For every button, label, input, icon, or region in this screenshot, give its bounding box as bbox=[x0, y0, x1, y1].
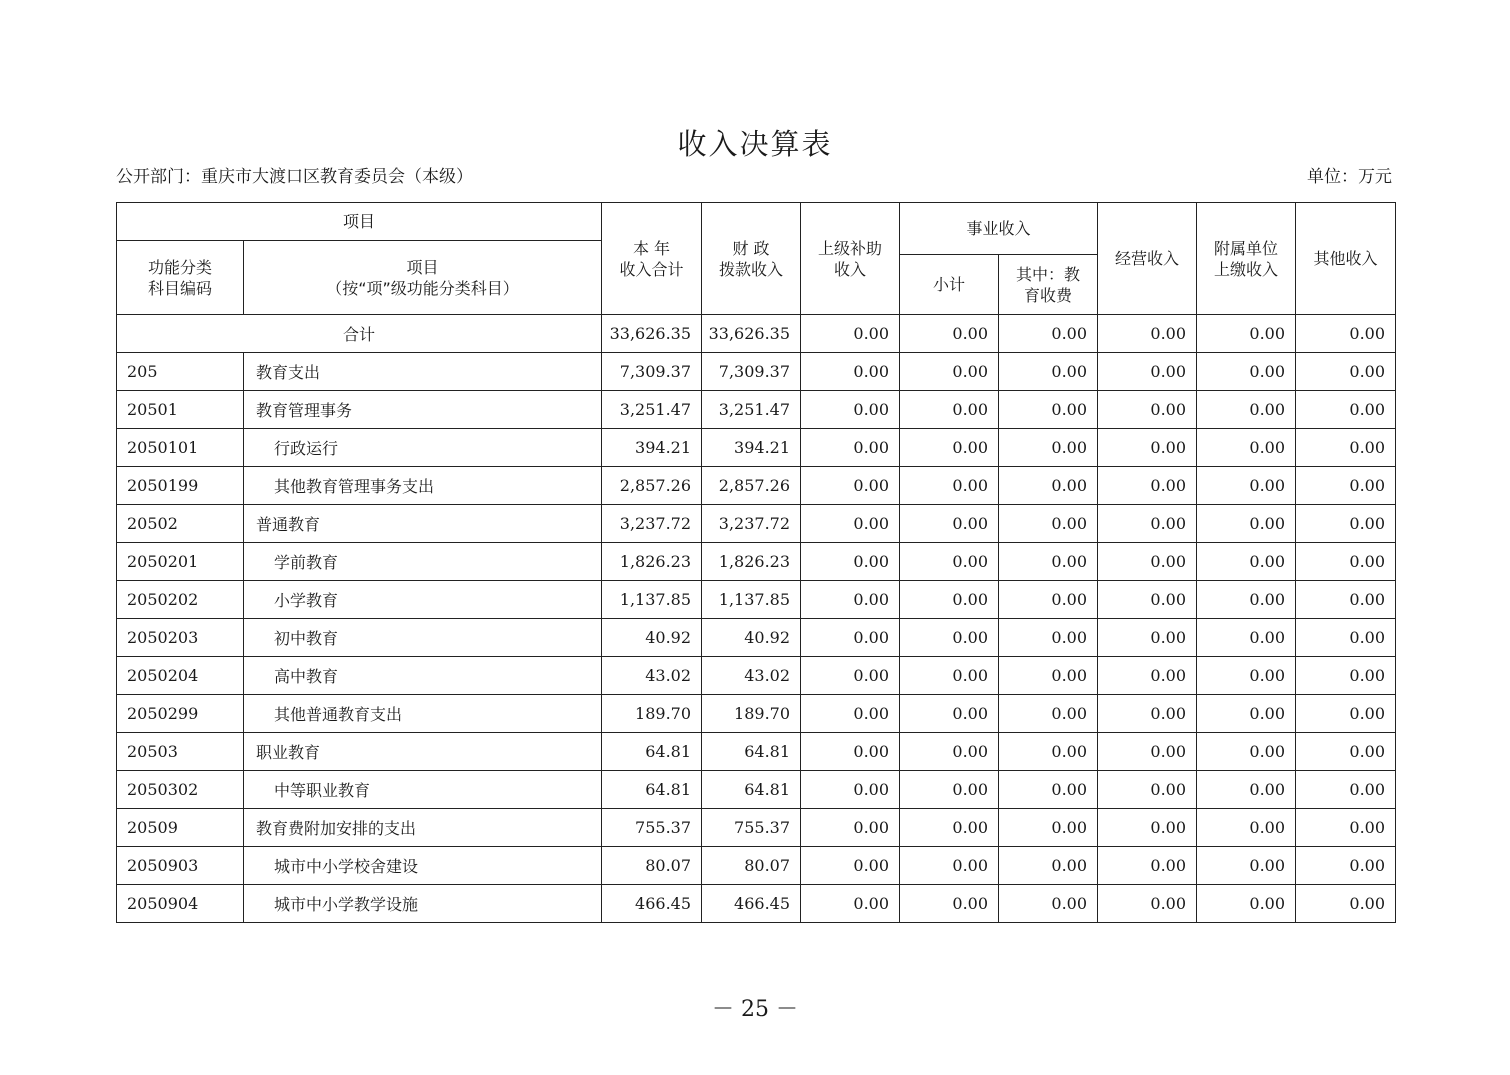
row-value: 0.00 bbox=[801, 543, 900, 581]
row-name: 教育支出 bbox=[244, 353, 602, 391]
row-value: 0.00 bbox=[900, 847, 999, 885]
row-value: 0.00 bbox=[900, 885, 999, 923]
row-value: 0.00 bbox=[1197, 505, 1296, 543]
header-business: 事业收入 bbox=[900, 203, 1098, 255]
row-value: 0.00 bbox=[1197, 619, 1296, 657]
row-value: 2,857.26 bbox=[702, 467, 801, 505]
row-value: 0.00 bbox=[1197, 581, 1296, 619]
page-number: － 25 － bbox=[712, 997, 798, 1022]
row-value: 0.00 bbox=[999, 619, 1098, 657]
row-value: 0.00 bbox=[999, 695, 1098, 733]
row-code: 2050299 bbox=[117, 695, 244, 733]
row-value: 0.00 bbox=[999, 771, 1098, 809]
table-row bbox=[117, 809, 1396, 847]
row-code: 205 bbox=[117, 353, 244, 391]
unit-label: 单位：万元 bbox=[1307, 167, 1392, 187]
header-other: 其他收入 bbox=[1296, 203, 1396, 315]
row-value: 0.00 bbox=[1296, 619, 1396, 657]
table-row bbox=[117, 429, 1396, 467]
row-value: 3,251.47 bbox=[702, 391, 801, 429]
header-total bbox=[602, 203, 702, 315]
row-name: 高中教育 bbox=[244, 657, 602, 695]
header-affiliated-line1: 附属单位 bbox=[1214, 238, 1279, 258]
row-name: 普通教育 bbox=[244, 505, 602, 543]
header-edu-fee-line2: 育收费 bbox=[1024, 285, 1073, 305]
table-row bbox=[117, 657, 1396, 695]
row-value: 1,137.85 bbox=[702, 581, 801, 619]
row-value: 43.02 bbox=[602, 657, 702, 695]
row-name: 城市中小学校舍建设 bbox=[244, 847, 602, 885]
row-value: 189.70 bbox=[702, 695, 801, 733]
row-value: 0.00 bbox=[1197, 771, 1296, 809]
row-value: 0.00 bbox=[1296, 543, 1396, 581]
row-value: 0.00 bbox=[1296, 771, 1396, 809]
row-value: 0.00 bbox=[1098, 885, 1197, 923]
table-body bbox=[117, 315, 1396, 923]
row-name: 行政运行 bbox=[244, 429, 602, 467]
row-value: 394.21 bbox=[702, 429, 801, 467]
header-operating: 经营收入 bbox=[1098, 203, 1197, 315]
row-value: 0.00 bbox=[1296, 733, 1396, 771]
header-project-name bbox=[244, 241, 602, 315]
row-value: 0.00 bbox=[1098, 771, 1197, 809]
row-value: 0.00 bbox=[1197, 391, 1296, 429]
row-value: 0.00 bbox=[801, 429, 900, 467]
row-value: 0.00 bbox=[900, 771, 999, 809]
row-value: 0.00 bbox=[1296, 809, 1396, 847]
table-row bbox=[117, 619, 1396, 657]
row-value: 0.00 bbox=[999, 543, 1098, 581]
table-row bbox=[117, 771, 1396, 809]
row-value: 0.00 bbox=[999, 809, 1098, 847]
row-value: 0.00 bbox=[900, 657, 999, 695]
header-edu-fee-line1: 其中：教 bbox=[1016, 264, 1081, 284]
header-project: 项目 bbox=[117, 203, 602, 241]
row-value: 0.00 bbox=[801, 467, 900, 505]
row-value: 0.00 bbox=[1197, 847, 1296, 885]
header-fiscal-line1: 财 政 bbox=[732, 238, 770, 258]
row-value: 0.00 bbox=[1197, 885, 1296, 923]
row-value: 0.00 bbox=[1098, 581, 1197, 619]
row-value: 189.70 bbox=[602, 695, 702, 733]
header-affiliated-line2: 上缴收入 bbox=[1214, 259, 1279, 279]
row-value: 3,251.47 bbox=[602, 391, 702, 429]
row-name: 中等职业教育 bbox=[244, 771, 602, 809]
row-code: 2050204 bbox=[117, 657, 244, 695]
header-func-code bbox=[117, 241, 244, 315]
row-value: 0.00 bbox=[1296, 847, 1396, 885]
row-value: 0.00 bbox=[801, 619, 900, 657]
row-value: 0.00 bbox=[1197, 809, 1296, 847]
row-value: 0.00 bbox=[999, 467, 1098, 505]
row-value: 0.00 bbox=[1296, 695, 1396, 733]
row-value: 0.00 bbox=[1197, 657, 1296, 695]
header-subtotal: 小计 bbox=[900, 255, 999, 315]
row-name: 职业教育 bbox=[244, 733, 602, 771]
page-title: 收入决算表 bbox=[677, 127, 833, 161]
row-name: 教育管理事务 bbox=[244, 391, 602, 429]
row-value: 7,309.37 bbox=[602, 353, 702, 391]
row-value: 0.00 bbox=[999, 847, 1098, 885]
row-value: 0.00 bbox=[900, 581, 999, 619]
row-value: 0.00 bbox=[1197, 353, 1296, 391]
row-value: 755.37 bbox=[602, 809, 702, 847]
row-value: 0.00 bbox=[801, 847, 900, 885]
row-value: 0.00 bbox=[900, 505, 999, 543]
row-value: 0.00 bbox=[1098, 429, 1197, 467]
row-value: 1,826.23 bbox=[602, 543, 702, 581]
row-value: 0.00 bbox=[999, 353, 1098, 391]
row-name: 学前教育 bbox=[244, 543, 602, 581]
header-func-code-line2: 科目编码 bbox=[147, 278, 212, 298]
header-superior-line1: 上级补助 bbox=[818, 238, 883, 258]
row-value: 0.00 bbox=[900, 391, 999, 429]
row-value: 2,857.26 bbox=[602, 467, 702, 505]
row-code: 2050201 bbox=[117, 543, 244, 581]
total-cell: 0.00 bbox=[1296, 315, 1396, 353]
row-value: 40.92 bbox=[702, 619, 801, 657]
table-row bbox=[117, 543, 1396, 581]
row-value: 466.45 bbox=[602, 885, 702, 923]
row-value: 0.00 bbox=[999, 885, 1098, 923]
header-affiliated bbox=[1197, 203, 1296, 315]
row-value: 0.00 bbox=[1296, 353, 1396, 391]
row-value: 0.00 bbox=[801, 657, 900, 695]
row-value: 0.00 bbox=[999, 429, 1098, 467]
row-value: 0.00 bbox=[900, 467, 999, 505]
row-name: 其他教育管理事务支出 bbox=[244, 467, 602, 505]
row-code: 2050202 bbox=[117, 581, 244, 619]
row-value: 0.00 bbox=[801, 809, 900, 847]
department-label: 公开部门：重庆市大渡口区教育委员会（本级） bbox=[116, 167, 473, 187]
table-row bbox=[117, 733, 1396, 771]
row-value: 0.00 bbox=[801, 353, 900, 391]
row-value: 0.00 bbox=[1296, 581, 1396, 619]
row-name: 小学教育 bbox=[244, 581, 602, 619]
header-fiscal bbox=[702, 203, 801, 315]
total-cell: 0.00 bbox=[1098, 315, 1197, 353]
header-project-name-line2: （按“项”级功能分类科目） bbox=[326, 278, 519, 298]
total-cell: 0.00 bbox=[801, 315, 900, 353]
row-value: 0.00 bbox=[801, 733, 900, 771]
row-value: 394.21 bbox=[602, 429, 702, 467]
row-value: 0.00 bbox=[1197, 467, 1296, 505]
row-value: 0.00 bbox=[1098, 391, 1197, 429]
row-value: 0.00 bbox=[801, 581, 900, 619]
row-value: 0.00 bbox=[801, 771, 900, 809]
row-value: 0.00 bbox=[999, 505, 1098, 543]
row-value: 0.00 bbox=[1296, 505, 1396, 543]
row-code: 2050302 bbox=[117, 771, 244, 809]
row-value: 0.00 bbox=[1098, 619, 1197, 657]
row-value: 0.00 bbox=[1197, 695, 1296, 733]
income-table bbox=[116, 202, 1396, 923]
table-row bbox=[117, 353, 1396, 391]
row-value: 0.00 bbox=[999, 733, 1098, 771]
table-row bbox=[117, 581, 1396, 619]
row-value: 466.45 bbox=[702, 885, 801, 923]
row-value: 80.07 bbox=[702, 847, 801, 885]
row-value: 0.00 bbox=[900, 429, 999, 467]
total-cell: 0.00 bbox=[999, 315, 1098, 353]
row-value: 0.00 bbox=[900, 809, 999, 847]
table-row bbox=[117, 847, 1396, 885]
row-value: 0.00 bbox=[900, 543, 999, 581]
row-value: 0.00 bbox=[1098, 353, 1197, 391]
table-row bbox=[117, 885, 1396, 923]
row-value: 0.00 bbox=[900, 695, 999, 733]
row-value: 0.00 bbox=[801, 505, 900, 543]
row-value: 0.00 bbox=[1197, 543, 1296, 581]
row-value: 64.81 bbox=[702, 733, 801, 771]
row-value: 0.00 bbox=[900, 733, 999, 771]
table-row bbox=[117, 391, 1396, 429]
row-name: 初中教育 bbox=[244, 619, 602, 657]
row-value: 0.00 bbox=[1098, 657, 1197, 695]
row-code: 20501 bbox=[117, 391, 244, 429]
row-value: 0.00 bbox=[1098, 467, 1197, 505]
row-code: 2050903 bbox=[117, 847, 244, 885]
row-value: 3,237.72 bbox=[702, 505, 801, 543]
table-row bbox=[117, 467, 1396, 505]
row-value: 0.00 bbox=[1098, 733, 1197, 771]
row-value: 64.81 bbox=[702, 771, 801, 809]
header-edu-fee bbox=[999, 255, 1098, 315]
total-cell: 33,626.35 bbox=[602, 315, 702, 353]
row-value: 0.00 bbox=[999, 657, 1098, 695]
header-superior bbox=[801, 203, 900, 315]
row-value: 64.81 bbox=[602, 771, 702, 809]
total-row bbox=[117, 315, 1396, 353]
row-value: 43.02 bbox=[702, 657, 801, 695]
row-value: 3,237.72 bbox=[602, 505, 702, 543]
row-name: 其他普通教育支出 bbox=[244, 695, 602, 733]
row-name: 教育费附加安排的支出 bbox=[244, 809, 602, 847]
row-value: 0.00 bbox=[999, 391, 1098, 429]
row-value: 0.00 bbox=[801, 391, 900, 429]
total-cell: 33,626.35 bbox=[702, 315, 801, 353]
row-value: 0.00 bbox=[1296, 391, 1396, 429]
row-value: 0.00 bbox=[1098, 847, 1197, 885]
row-value: 0.00 bbox=[1098, 695, 1197, 733]
row-value: 1,137.85 bbox=[602, 581, 702, 619]
row-value: 0.00 bbox=[900, 353, 999, 391]
table-row bbox=[117, 505, 1396, 543]
header-total-line1: 本 年 bbox=[632, 238, 671, 258]
header-superior-line2: 收入 bbox=[834, 259, 867, 279]
row-code: 20509 bbox=[117, 809, 244, 847]
header-project-name-line1: 项目 bbox=[406, 257, 439, 277]
row-value: 80.07 bbox=[602, 847, 702, 885]
row-value: 7,309.37 bbox=[702, 353, 801, 391]
row-value: 0.00 bbox=[1098, 809, 1197, 847]
row-value: 0.00 bbox=[999, 581, 1098, 619]
header-func-code-line1: 功能分类 bbox=[147, 257, 212, 277]
row-code: 2050904 bbox=[117, 885, 244, 923]
row-value: 0.00 bbox=[801, 885, 900, 923]
row-name: 城市中小学教学设施 bbox=[244, 885, 602, 923]
total-cell: 0.00 bbox=[1197, 315, 1296, 353]
row-code: 2050101 bbox=[117, 429, 244, 467]
row-value: 0.00 bbox=[801, 695, 900, 733]
row-value: 40.92 bbox=[602, 619, 702, 657]
row-value: 0.00 bbox=[1098, 543, 1197, 581]
row-value: 0.00 bbox=[1296, 429, 1396, 467]
row-code: 20502 bbox=[117, 505, 244, 543]
table-row bbox=[117, 695, 1396, 733]
row-code: 20503 bbox=[117, 733, 244, 771]
row-value: 0.00 bbox=[1098, 505, 1197, 543]
row-value: 1,826.23 bbox=[702, 543, 801, 581]
row-value: 0.00 bbox=[1197, 429, 1296, 467]
row-value: 0.00 bbox=[1197, 733, 1296, 771]
header-fiscal-line2: 拨款收入 bbox=[719, 259, 784, 279]
total-cell: 0.00 bbox=[900, 315, 999, 353]
row-value: 0.00 bbox=[900, 619, 999, 657]
row-value: 0.00 bbox=[1296, 657, 1396, 695]
row-value: 64.81 bbox=[602, 733, 702, 771]
row-value: 0.00 bbox=[1296, 467, 1396, 505]
row-code: 2050199 bbox=[117, 467, 244, 505]
row-value: 755.37 bbox=[702, 809, 801, 847]
row-value: 0.00 bbox=[1296, 885, 1396, 923]
header-total-line2: 收入合计 bbox=[619, 259, 684, 279]
total-label: 合计 bbox=[117, 315, 602, 353]
row-code: 2050203 bbox=[117, 619, 244, 657]
